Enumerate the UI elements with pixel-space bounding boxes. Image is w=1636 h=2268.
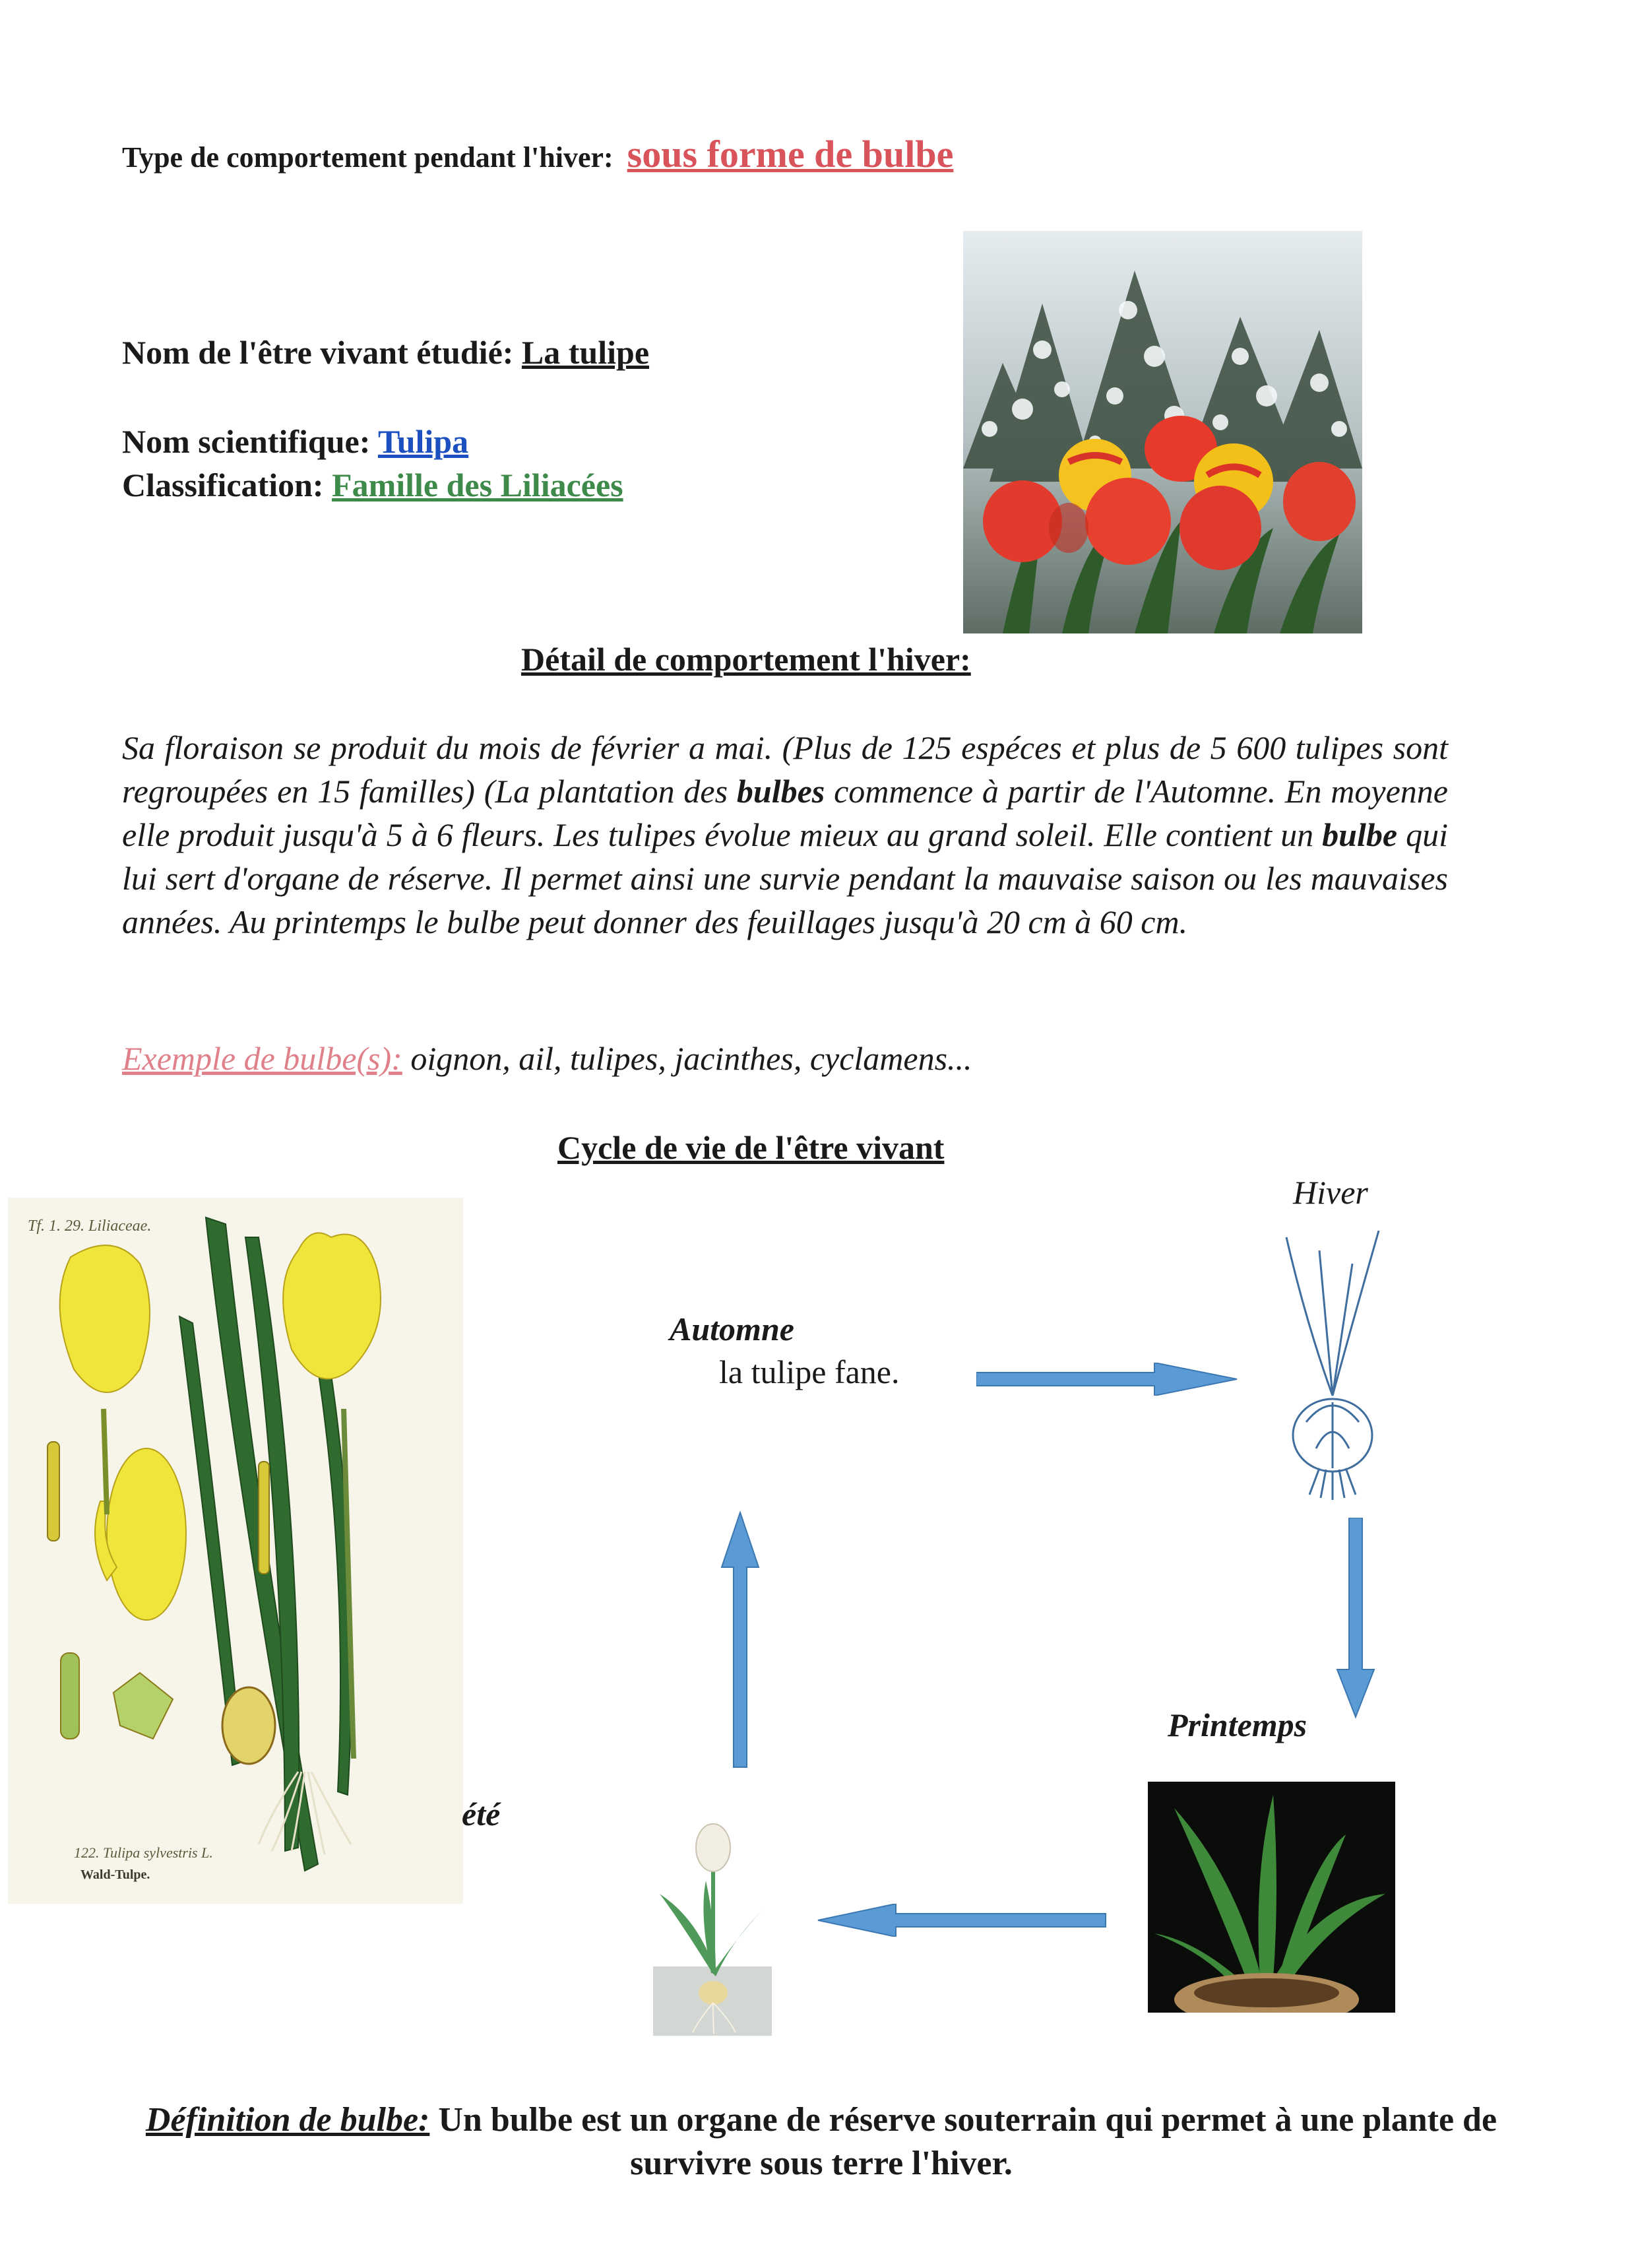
classification-value: Famille des Liliacées	[332, 467, 623, 503]
detail-text-2: commence à partir de l'Automne. En moyenne elle produit jusqu'à 5 à 6 fleurs. Les tulipes évolue mieux au grand soleil. Elle contient un	[122, 773, 1448, 853]
winter-label: Hiver	[1293, 1174, 1368, 1211]
bulb-drawing	[1280, 1224, 1385, 1501]
plate-caption: 122. Tulipa sylvestris L.	[74, 1844, 213, 1861]
scientific-name-value: Tulipa	[377, 423, 469, 460]
classification-label: Classification:	[122, 467, 324, 503]
detail-paragraph	[122, 726, 1448, 944]
autumn-label: Automne	[670, 1311, 794, 1347]
behavior-line	[122, 132, 953, 176]
species-name-value: La tulipe	[521, 334, 650, 371]
species-name-line	[122, 333, 649, 372]
arrow-summer-to-autumn	[720, 1511, 760, 1772]
example-line	[122, 1039, 972, 1078]
arrow-autumn-to-winter	[976, 1363, 1240, 1399]
detail-title: Détail de comportement l'hiver:	[521, 641, 971, 678]
summer-label: été	[462, 1796, 501, 1832]
autumn-text: la tulipe fane.	[719, 1353, 900, 1390]
example-label: Exemple de bulbe(s):	[122, 1040, 402, 1077]
plate-subcaption: Wald-Tulpe.	[80, 1867, 150, 1882]
definition-label: Définition de bulbe:	[145, 2101, 430, 2139]
plate-header: Tf. 1. 29. Liliaceae.	[28, 1217, 152, 1235]
spring-label: Printemps	[1168, 1706, 1307, 1743]
detail-bold-bulbes: bulbes	[736, 773, 825, 810]
scientific-name-label: Nom scientifique:	[122, 423, 371, 460]
winter-tulip-photo	[963, 231, 1362, 633]
definition-text: Un bulbe est un organe de réserve souterrain qui permet à une plante de survivre sous terre l'hiver.	[429, 2101, 1497, 2182]
behavior-value: sous forme de bulbe	[627, 133, 954, 176]
classification-line	[122, 466, 623, 504]
arrow-spring-to-summer	[817, 1904, 1107, 1940]
example-value: oignon, ail, tulipes, jacinthes, cyclamens...	[410, 1040, 972, 1077]
detail-text-3: qui lui sert d'organe de réserve. Il permet ainsi une survie pendant la mauvaise saison ou les mauvaises années. Au printemps le bulbe peut donner des feuillages jusqu'à 20 cm à 60 cm.	[122, 816, 1448, 940]
botanical-plate	[8, 1198, 463, 1904]
summer-flower-image	[653, 1821, 772, 2036]
definition-block	[145, 2098, 1497, 2186]
cycle-title: Cycle de vie de l'être vivant	[557, 1129, 945, 1166]
spring-sprout-photo	[1148, 1782, 1395, 2013]
behavior-label: Type de comportement pendant l'hiver:	[122, 141, 614, 174]
detail-text-1: Sa floraison se produit du mois de février a mai. (Plus de 125 espéces et plus de 5 600 tulipes sont regroupées en 15 familles) (La plantation des	[122, 729, 1448, 810]
species-name-label: Nom de l'être vivant étudié:	[122, 334, 514, 371]
arrow-winter-to-spring	[1336, 1518, 1375, 1722]
detail-bold-bulbe: bulbe	[1322, 816, 1398, 853]
scientific-name-line	[122, 422, 468, 461]
